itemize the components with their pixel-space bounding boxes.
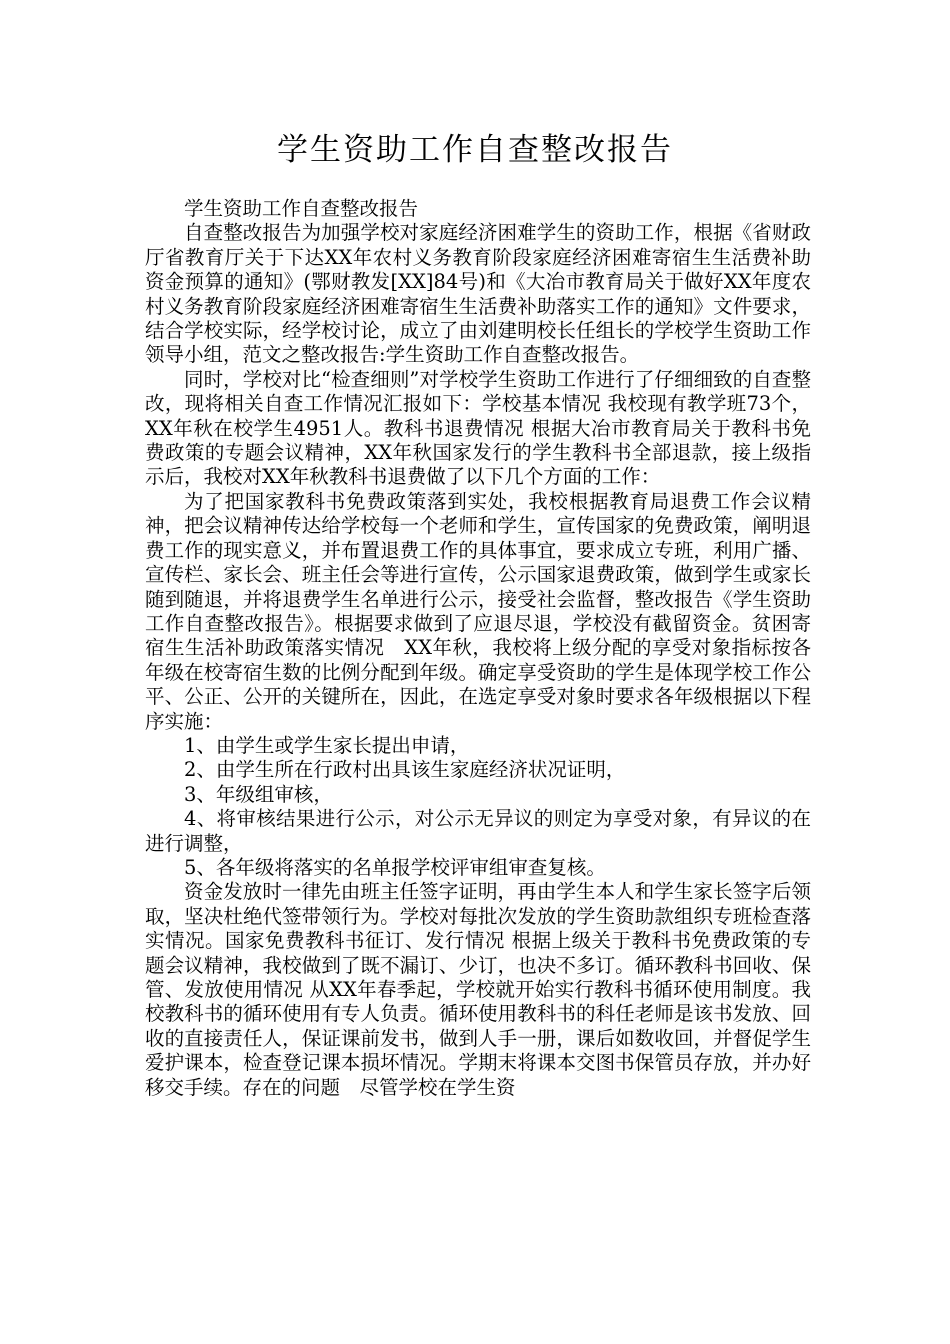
list-item-step-3: 3、年级组审核， bbox=[184, 782, 333, 806]
paragraph-subtitle: 学生资助工作自查整改报告 bbox=[184, 197, 419, 220]
paragraph-self-check: 同时，学校对比“检查细则”对学校学生资助工作进行了仔细细致的自查整改，现将相关自查工作情况汇报如下：学校基本情况 我校现有教学班73个，XX年秋在校学生4951人。教科书退费情况 根据大冶市教育局关于教科书免费政策的专题会议精神，XX年秋国家发行的学生教科书全部退款，接上级指示后，我校对XX年秋教科书退费做了以下几个方面的工作： bbox=[145, 367, 811, 489]
document-title: 学生资助工作自查整改报告 bbox=[277, 132, 673, 168]
paragraph-funding: 资金发放时一律先由班主任签字证明，再由学生本人和学生家长签字后领取，坚决杜绝代签带领行为。学校对每批次发放的学生资助款组织专班检查落实情况。国家免费教科书征订、发行情况 根据上级关于教科书免费政策的专题会议精神，我校做到了既不漏订、少订，也决不多订。循环教科书回收、保管、发放使用情况 从XX年春季起，学校就开始实行教科书循环使用制度。我校教科书的循环使用有专人负责。循环使用教科书的科任老师是该书发放、回收的直接责任人，保证课前发书，做到人手一册，课后如数收回，并督促学生爱护课本，检查登记课本损坏情况。学期末将课本交图书保管员存放，并办好移交手续。存在的问题 尽管学校在学生资 bbox=[145, 880, 811, 1099]
document-body bbox=[145, 197, 811, 1100]
paragraph-policy: 为了把国家教科书免费政策落到实处，我校根据教育局退费工作会议精神，把会议精神传达给学校每一个老师和学生，宣传国家的免费政策，阐明退费工作的现实意义，并布置退费工作的具体事宜，要求成立专班，利用广播、宣传栏、家长会、班主任会等进行宣传，公示国家退费政策，做到学生或家长随到随退，并将退费学生名单进行公示，接受社会监督，整改报告《学生资助工作自查整改报告》。根据要求做到了应退尽退，学校没有截留资金。贫困寄宿生生活补助政策落实情况 XX年秋，我校将上级分配的享受对象指标按各年级在校寄宿生数的比例分配到年级。确定享受资助的学生是体现学校工作公平、公正、公开的关键所在，因此，在选定享受对象时要求各年级根据以下程序实施： bbox=[145, 489, 811, 733]
paragraph-intro: 自查整改报告为加强学校对家庭经济困难学生的资助工作，根据《省财政厅省教育厅关于下达XX年农村义务教育阶段家庭经济困难寄宿生生活费补助资金预算的通知》(鄂财教发[XX]84号)和《大冶市教育局关于做好XX年度农村义务教育阶段家庭经济困难寄宿生生活费补助落实工作的通知》文件要求，结合学校实际，经学校讨论，成立了由刘建明校长任组长的学校学生资助工作领导小组，范文之整改报告:学生资助工作自查整改报告。 bbox=[145, 221, 811, 367]
list-item-step-4: 4、将审核结果进行公示，对公示无异议的则定为享受对象，有异议的在进行调整， bbox=[145, 807, 811, 855]
list-item-step-5: 5、各年级将落实的名单报学校评审组审查复核。 bbox=[184, 855, 606, 879]
list-item-step-2: 2、由学生所在行政村出具该生家庭经济状况证明， bbox=[184, 758, 626, 782]
list-item-step-1: 1、由学生或学生家长提出申请， bbox=[184, 733, 470, 757]
